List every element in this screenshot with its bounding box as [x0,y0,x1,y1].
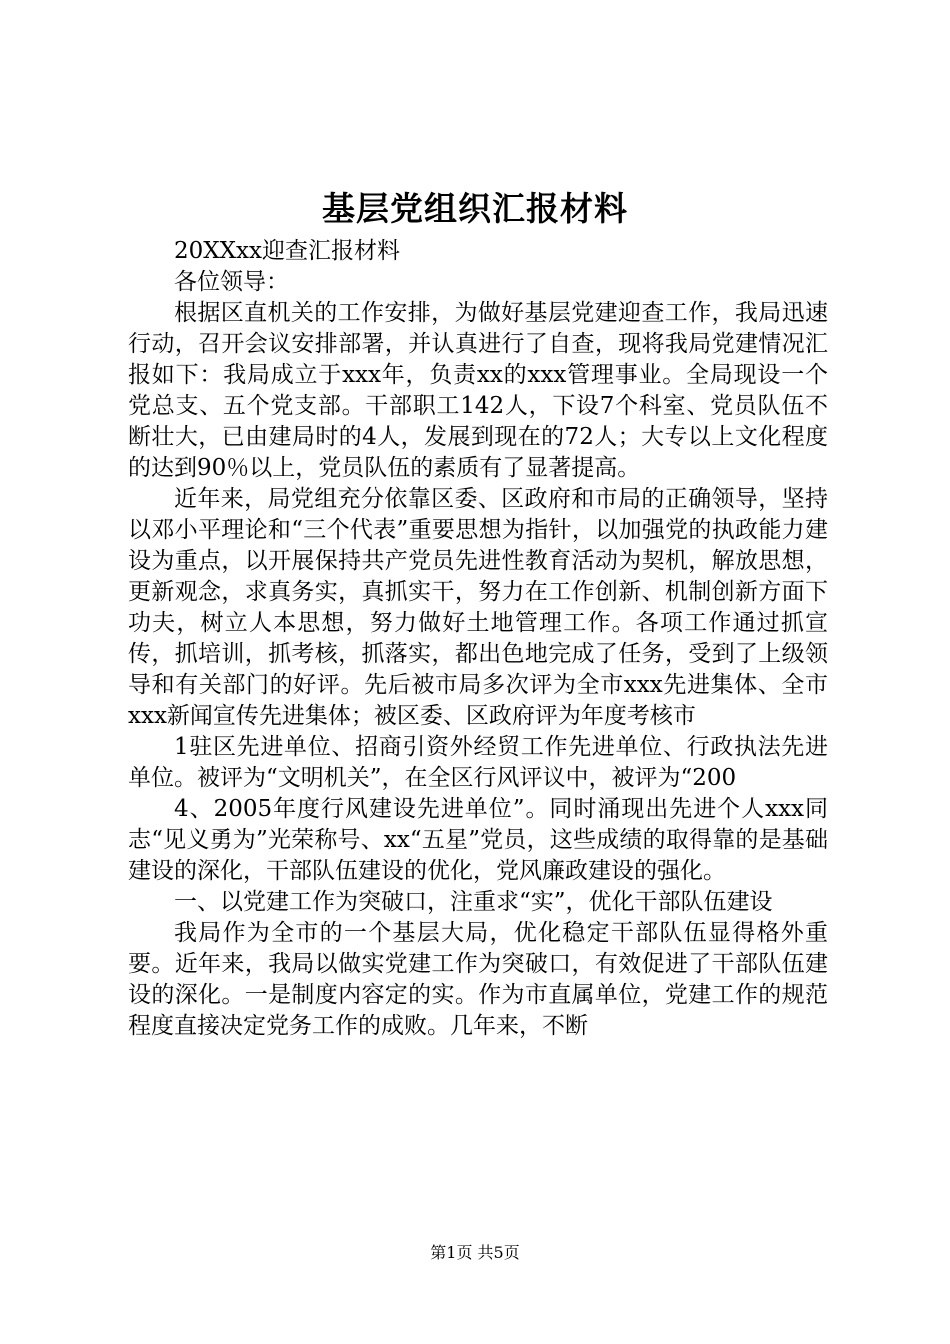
document-title: 基层党组织汇报材料 [322,189,628,228]
paragraph: 近年来，局党组充分依靠区委、区政府和市局的正确领导，坚持以邓小平理论和“三个代表”重要思想为指针，以加强党的执政能力建设为重点，以开展保持共产党员先进性教育活动为契机，解放思想，更新观念，求真务实，真抓实干，努力在工作创新、机制创新方面下功夫，树立人本思想，努力做好土地管理工作。各项工作通过抓宣传，抓培训，抓考核，抓落实，都出色地完成了任务，受到了上级领导和有关部门的好评。先后被市局多次评为全市xxx先进集体、全市xxx新闻宣传先进集体；被区委、区政府评为年度考核市 [128,486,828,729]
paragraph-heading-line: 20XXxx迎查汇报材料 [174,238,400,264]
paragraph: 根据区直机关的工作安排，为做好基层党建迎查工作，我局迅速行动，召开会议安排部署，并认真进行了自查，现将我局党建情况汇报如下：我局成立于xxx年，负责xx的xxx管理事业。全局现设一个党总支、五个党支部。干部职工142人，下设7个科室、党员队伍不断壮大，已由建局时的4人，发展到现在的72人；大专以上文化程度的达到90％以上，党员队伍的素质有了显著提高。 [128,300,828,481]
paragraph: 1驻区先进单位、招商引资外经贸工作先进单位、行政执法先进单位。被评为“文明机关”，在全区行风评议中，被评为“200 [128,734,828,791]
document-body [128,236,828,1042]
paragraph-salutation: 各位领导： [174,269,289,295]
section-heading: 一、以党建工作为突破口，注重求“实”，优化干部队伍建设 [174,889,773,915]
paragraph: 我局作为全市的一个基层大局，优化稳定干部队伍显得格外重要。近年来，我局以做实党建工作为突破口，有效促进了干部队伍建设的深化。一是制度内容定的实。作为市直属单位，党建工作的规范程度直接决定党务工作的成败。几年来，不断 [128,920,828,1039]
page-footer: 第1页 共5页 [430,1243,520,1262]
paragraph: 4、2005年度行风建设先进单位”。同时涌现出先进个人xxx同志“见义勇为”光荣称号、xx“五星”党员，这些成绩的取得靠的是基础建设的深化，干部队伍建设的优化，党风廉政建设的强化。 [128,796,828,884]
